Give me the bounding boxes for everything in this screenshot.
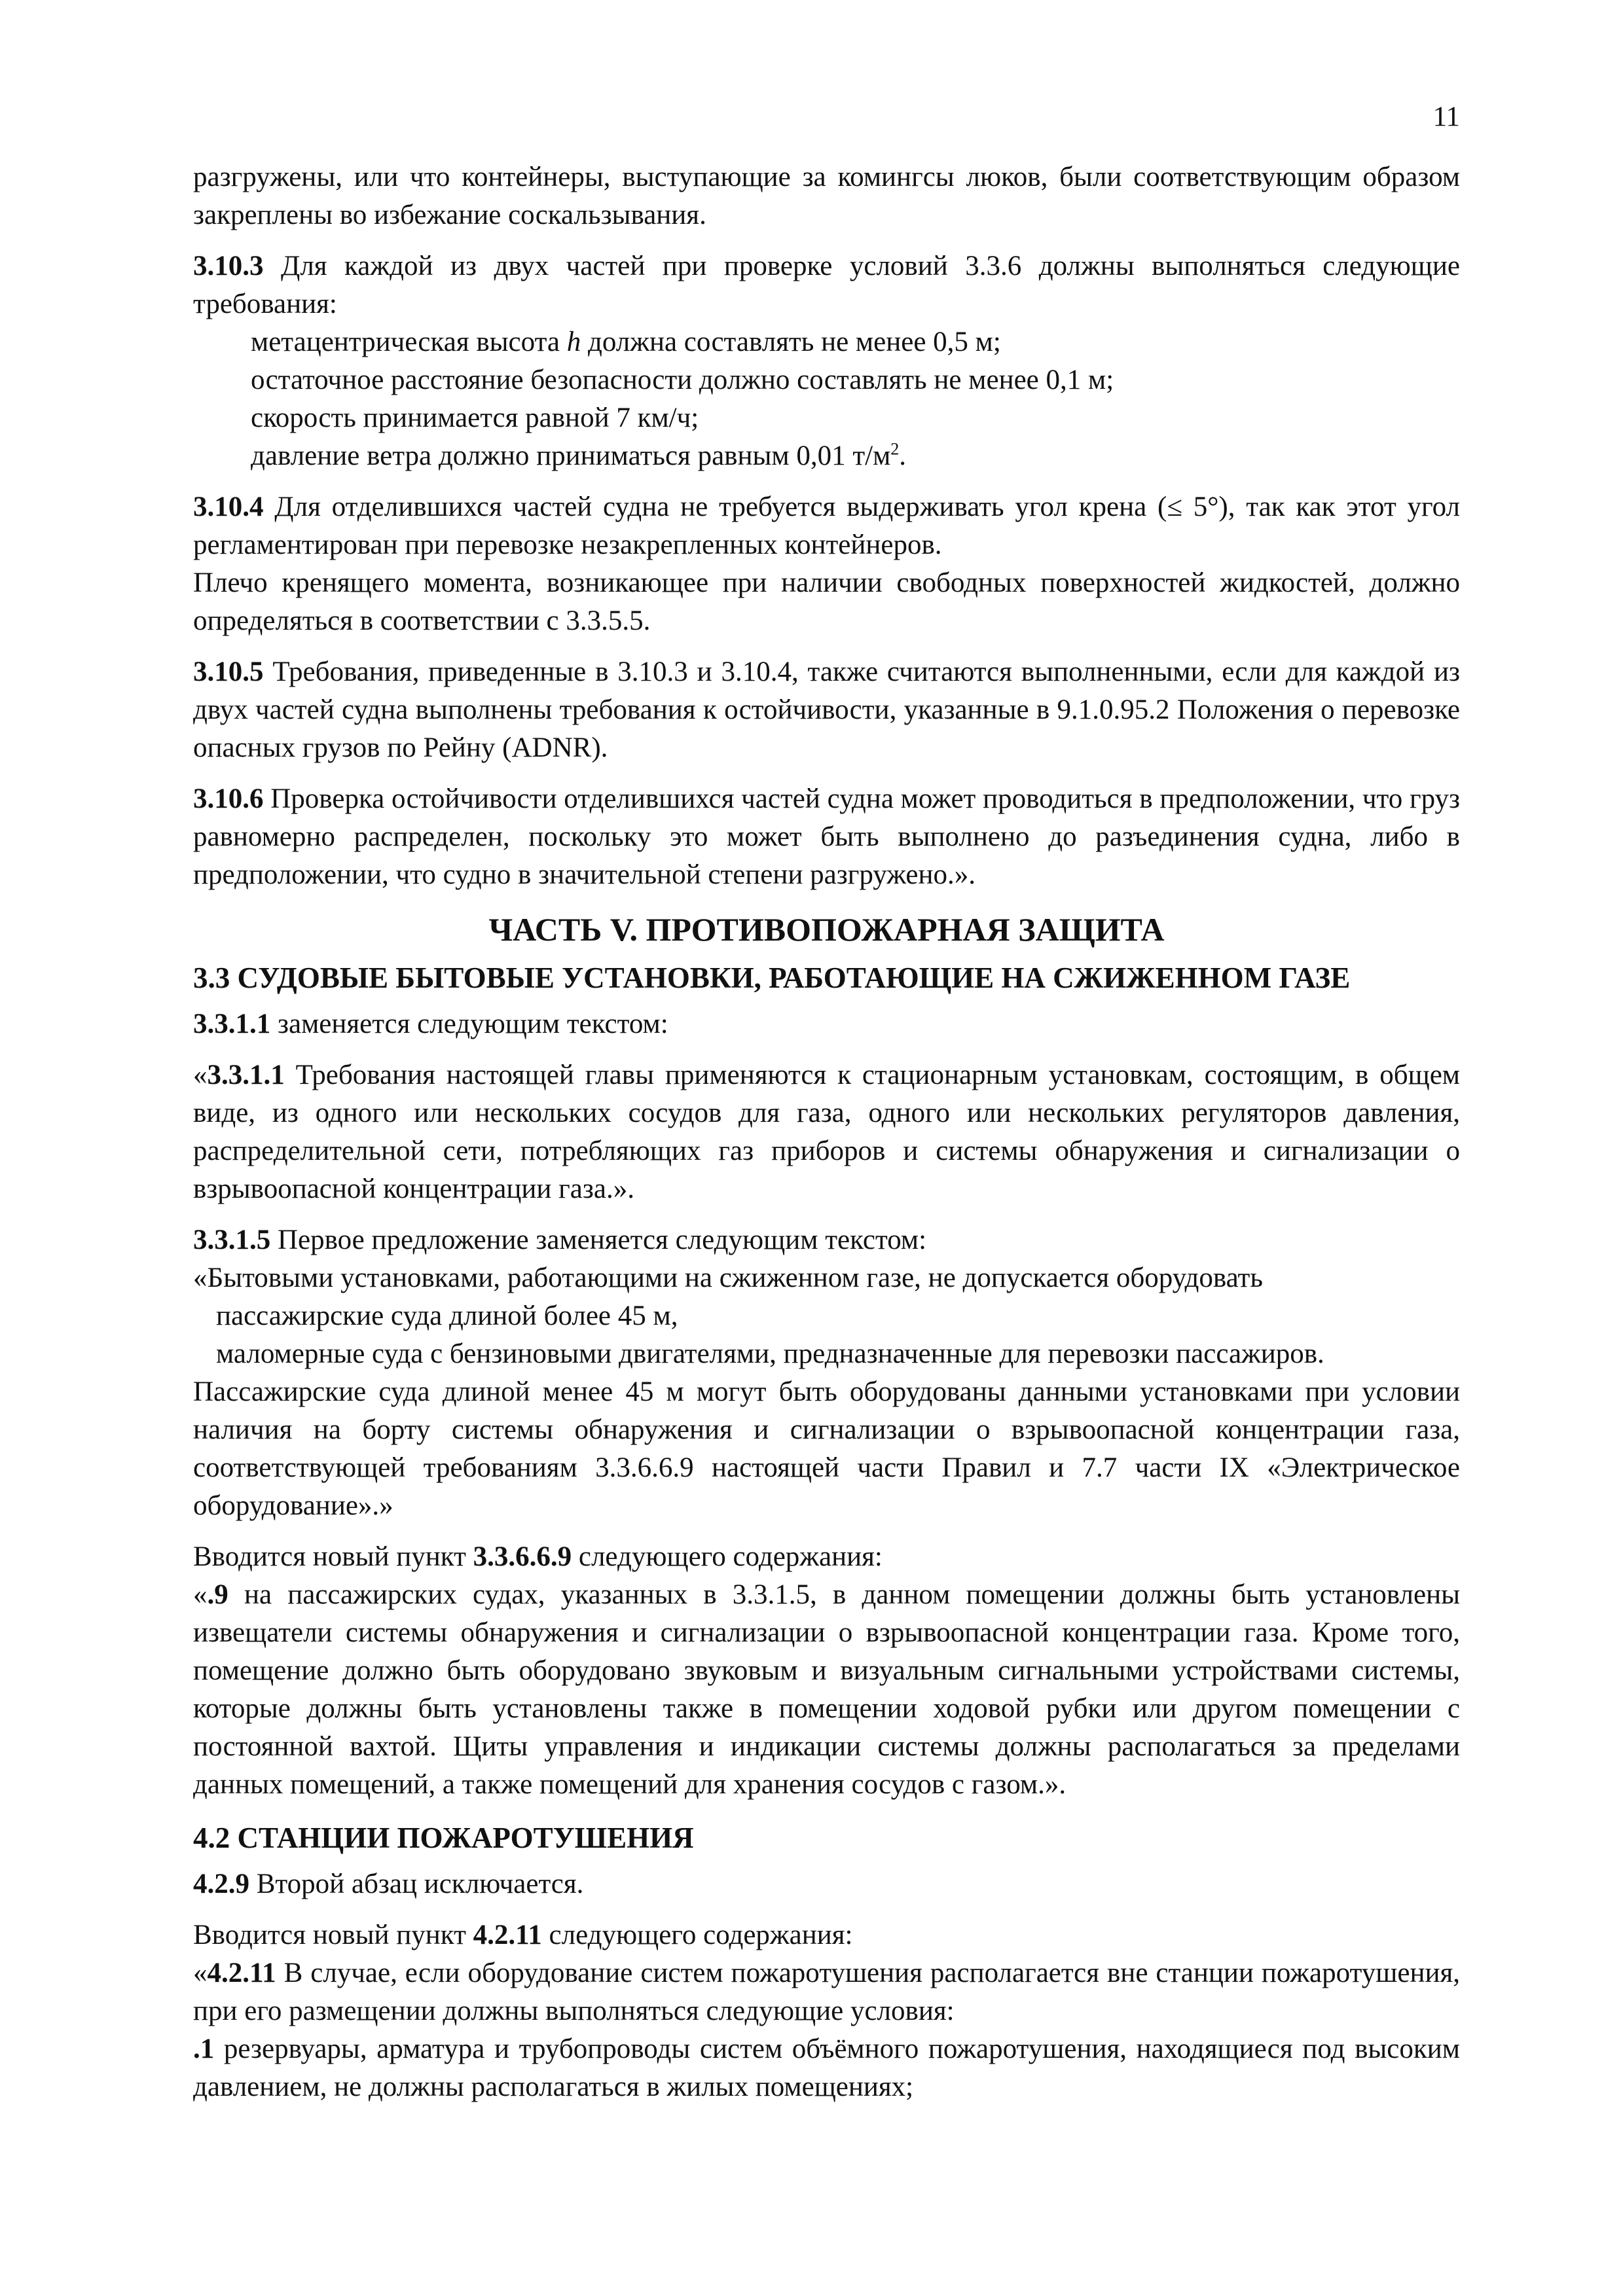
clause-4-2-11-item-1 xyxy=(193,2030,1460,2106)
part-title: ЧАСТЬ V. ПРОТИВОПОЖАРНАЯ ЗАЩИТА xyxy=(488,911,1165,948)
clause-3-3-1-5-line: пассажирские суда длиной более 45 м, xyxy=(216,1300,678,1331)
clause-3-3-1-5-paragraph: Пассажирские суда длиной менее 45 м могут быть оборудованы данными установками при условии наличия на борту системы обнаружения и сигнализации о взрывоопасной концентрации газа, соответствующей требованиям 3.3.6.6.9 настоящей части Правил и 7.7 части IX «Электрическое оборудование».» xyxy=(193,1376,1460,1521)
clause-number: 3.10.6 xyxy=(193,783,264,814)
clause-number: 3.10.4 xyxy=(193,492,264,522)
requirement-item xyxy=(193,323,1460,361)
item-number: .1 xyxy=(193,2034,215,2064)
clause-4-2-11-quote xyxy=(193,1954,1460,2030)
clause-number: 3.10.5 xyxy=(193,656,264,687)
clause-3-10-3 xyxy=(193,247,1460,323)
quote-mark: « xyxy=(193,1060,208,1090)
clause-number: 4.2.11 xyxy=(207,1958,276,1988)
clause-text: Второй абзац исключается. xyxy=(249,1869,584,1899)
clause-3-3-1-5-line: «Бытовыми установками, работающими на сжиженном газе, не допускается оборудовать xyxy=(193,1263,1263,1293)
clause-number: 3.3.1.1 xyxy=(207,1060,285,1090)
requirement-item: остаточное расстояние безопасности должно составлять не менее 0,1 м; xyxy=(251,365,1114,395)
item-text: резервуары, арматура и трубопроводы систем объёмного пожаротушения, находящиеся под высоким давлением, не должны располагаться в жилых помещениях; xyxy=(193,2034,1460,2102)
clause-text: В случае, если оборудование систем пожаротушения располагается вне станции пожаротушения, при его размещении должны выполняться следующие условия: xyxy=(193,1958,1460,2026)
clause-number: 4.2.9 xyxy=(193,1869,249,1899)
clause-number: 4.2.11 xyxy=(473,1920,542,1950)
requirement-item: скорость принимается равной 7 км/ч; xyxy=(251,403,699,433)
clause-text: Первое предложение заменяется следующим текстом: xyxy=(270,1225,927,1255)
section-3-3-title: 3.3 СУДОВЫЕ БЫТОВЫЕ УСТАНОВКИ, РАБОТАЮЩИЕ НА СЖИЖЕННОМ ГАЗЕ xyxy=(193,961,1351,994)
intro-text: Вводится новый пункт xyxy=(193,1920,473,1950)
clause-text: Для отделившихся частей судна не требуется выдерживать угол крена (≤ 5°), так как этот угол регламентирован при перевозке незакрепленных контейнеров. xyxy=(193,492,1460,560)
item-text: давление ветра должно приниматься равным 0,01 т/м xyxy=(251,440,891,471)
intro-text: следующего содержания: xyxy=(541,1920,853,1950)
clause-4-2-9 xyxy=(193,1865,1460,1903)
intro-text: Вводится новый пункт xyxy=(193,1541,473,1572)
clause-number: .9 xyxy=(207,1579,228,1610)
clause-3-3-1-5-line: маломерные суда с бензиновыми двигателями, предназначенные для перевозки пассажиров. xyxy=(216,1338,1324,1369)
intro-text: следующего содержания: xyxy=(572,1541,883,1572)
paragraph-intro: разгружены, или что контейнеры, выступающие за комингсы люков, были соответствующим образом закреплены во избежание соскальзывания. xyxy=(193,162,1460,230)
clause-text: Требования настоящей главы применяются к стационарным установкам, состоящим, в общем виде, из одного или нескольких сосудов для газа, одного или нескольких регуляторов давления, распределительной сети, потребляющих газ приборов и системы обнаружения и сигнализации о взрывоопасной концентрации газа.». xyxy=(193,1060,1460,1204)
clause-3-10-5 xyxy=(193,653,1460,767)
italic-symbol: h xyxy=(566,327,581,357)
clause-text: Для каждой из двух частей при проверке условий 3.3.6 должны выполняться следующие требования: xyxy=(193,251,1460,319)
clause-number: 3.3.1.1 xyxy=(193,1009,271,1039)
clause-3-10-6 xyxy=(193,780,1460,894)
clause-number: 3.10.3 xyxy=(193,251,264,281)
superscript: 2 xyxy=(890,439,900,459)
page-number: 11 xyxy=(1432,101,1460,132)
clause-3-3-1-1-quote xyxy=(193,1056,1460,1208)
clause-4-2-11-intro xyxy=(193,1916,1460,1954)
quote-mark: « xyxy=(193,1579,208,1610)
quote-mark: « xyxy=(193,1958,208,1988)
section-4-2-title: 4.2 СТАНЦИИ ПОЖАРОТУШЕНИЯ xyxy=(193,1821,694,1854)
clause-3-10-4-continuation: Плечо кренящего момента, возникающее при наличии свободных поверхностей жидкостей, должно определяться в соответствии с 3.3.5.5. xyxy=(193,567,1460,636)
document-body xyxy=(193,158,1460,2106)
requirement-item xyxy=(193,437,1460,475)
clause-number: 3.3.6.6.9 xyxy=(473,1541,572,1572)
item-text: метацентрическая высота xyxy=(251,327,567,357)
clause-3-3-6-6-9-quote xyxy=(193,1576,1460,1804)
clause-3-10-4 xyxy=(193,488,1460,564)
clause-3-3-1-1 xyxy=(193,1005,1460,1043)
clause-text: Проверка остойчивости отделившихся частей судна может проводиться в предположении, что груз равномерно распределен, поскольку это может быть выполнено до разъединения судна, либо в предположении, что судно в значительной степени разгружено.». xyxy=(193,783,1460,890)
clause-3-3-6-6-9-intro xyxy=(193,1538,1460,1576)
item-text: . xyxy=(899,440,907,471)
clause-text: на пассажирских судах, указанных в 3.3.1.5, в данном помещении должны быть установлены извещатели системы обнаружения и сигнализации о взрывоопасной концентрации газа. Кроме того, помещение должно быть оборудовано звуковым и визуальным сигнальными устройствами системы, которые должны быть установлены также в помещении ходовой рубки или другом помещении с постоянной вахтой. Щиты управления и индикации системы должны располагаться за пределами данных помещений, а также помещений для хранения сосудов с газом.». xyxy=(193,1579,1460,1800)
clause-text: Требования, приведенные в 3.10.3 и 3.10.4, также считаются выполненными, если для каждой из двух частей судна выполнены требования к остойчивости, указанные в 9.1.0.95.2 Положения о перевозке опасных грузов по Рейну (ADNR). xyxy=(193,656,1460,763)
clause-number: 3.3.1.5 xyxy=(193,1225,271,1255)
clause-text: заменяется следующим текстом: xyxy=(270,1009,668,1039)
clause-3-3-1-5 xyxy=(193,1221,1460,1259)
item-text: должна составлять не менее 0,5 м; xyxy=(581,327,1001,357)
